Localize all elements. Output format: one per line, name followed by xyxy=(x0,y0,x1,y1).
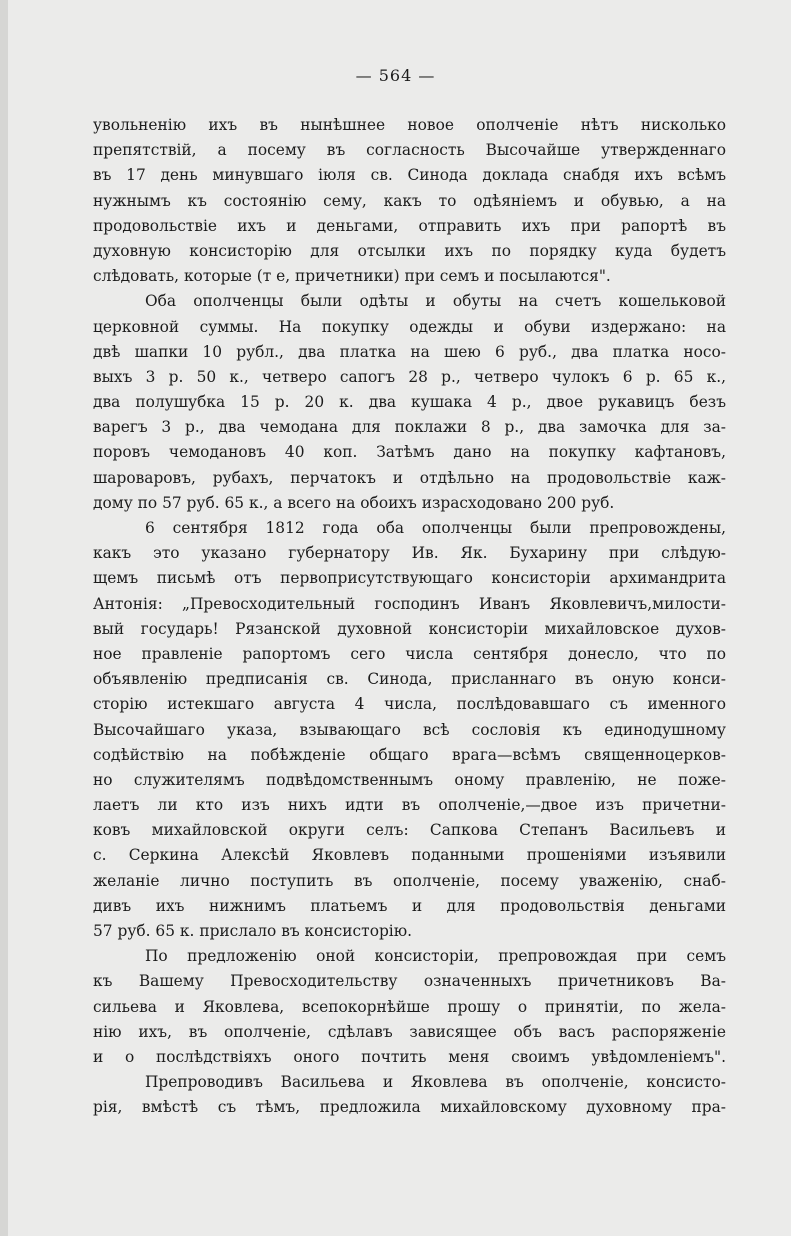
text-line: ковъ михайловской округи селъ: Сапкова Степанъ Васильевъ и xyxy=(93,821,726,840)
text-line: Оба ополченцы были одѣты и обуты на счетъ кошельковой xyxy=(145,292,726,311)
text-line: слѣдовать, которые (т е, причетники) при семъ и посылаются". xyxy=(93,267,611,286)
text-line: шароваровъ, рубахъ, перчатокъ и отдѣльно на продовольствіе каж- xyxy=(93,468,726,487)
text-line: дивъ ихъ нижнимъ платьемъ и для продовольствія деньгами xyxy=(93,896,726,915)
text-line: духовную консисторію для отсылки ихъ по порядку куда будетъ xyxy=(93,241,726,260)
text-line: два полушубка 15 р. 20 к. два кушака 4 р., двое рукавицъ безъ xyxy=(93,393,726,412)
text-line: рія, вмѣстѣ съ тѣмъ, предложила михайловскому духовному пра- xyxy=(93,1098,726,1117)
text-line: содѣйствію на побѣжденіе общаго врага—всѣмъ священноцерков- xyxy=(93,745,726,764)
text-line: лаетъ ли кто изъ нихъ идти въ ополченіе,—двое изъ причетни- xyxy=(93,796,726,815)
text-line: нужнымъ къ состоянію сему, какъ то одѣяніемъ и обувью, а на xyxy=(93,191,726,210)
text-line: сторію истекшаго августа 4 числа, послѣдовавшаго съ именного xyxy=(93,695,726,714)
text-line: Высочайшаго указа, взывающаго всѣ сословія къ единодушному xyxy=(93,720,726,739)
text-line: Антонія: „Превосходительный господинъ Иванъ Яковлевичъ,милости- xyxy=(93,594,726,613)
text-line: объявленію предписанія св. Синода, присланнаго въ оную конси- xyxy=(93,670,726,689)
text-line: 57 руб. 65 к. прислало въ консисторію. xyxy=(93,922,413,940)
text-line: какъ это указано губернатору Ив. Як. Бухарину при слѣдую- xyxy=(93,544,726,563)
text-line: 6 сентября 1812 года оба ополченцы были препровождены, xyxy=(145,519,726,537)
text-line: церковной суммы. На покупку одежды и обуви издержано: на xyxy=(93,317,726,336)
text-line: но служителямъ подвѣдомственнымъ оному правленію, не поже- xyxy=(93,770,726,789)
text-line: дому по 57 руб. 65 к., а всего на обоихъ израсходовано 200 руб. xyxy=(93,493,615,512)
text-line: увольненію ихъ въ нынѣшнее новое ополченіе нѣтъ нисколько xyxy=(93,116,726,134)
text-line: щемъ письмѣ отъ первоприсутствующаго консисторіи архимандрита xyxy=(93,569,726,588)
text-line: продовольствіе ихъ и деньгами, отправить ихъ при рапортѣ въ xyxy=(93,216,726,235)
text-line: По предложенію оной консисторіи, препровождая при семъ xyxy=(145,947,726,966)
text-line: поровъ чемодановъ 40 коп. Затѣмъ дано на покупку кафтановъ, xyxy=(93,443,726,462)
text-line: препятствій, а посему въ согласность Высочайше утвержденнаго xyxy=(93,141,726,160)
text-line: выхъ 3 р. 50 к., четверо сапогъ 28 р., четверо чулокъ 6 р. 65 к., xyxy=(93,367,726,386)
text-line: нію ихъ, въ ополченіе, сдѣлавъ зависящее объ васъ распоряженіе xyxy=(93,1022,726,1041)
text-line: ное правленіе рапортомъ сего числа сентября донесло, что по xyxy=(93,644,726,663)
text-line: Препроводивъ Васильева и Яковлева въ ополченіе, консисто- xyxy=(145,1073,726,1092)
page-body-text xyxy=(93,113,726,1121)
text-line: с. Серкина Алексѣй Яковлевъ поданными прошеніями изъявили xyxy=(93,846,726,865)
text-line: варегъ 3 р., два чемодана для поклажи 8 р., два замочка для за- xyxy=(93,418,726,437)
text-line: къ Вашему Превосходительству означенныхъ причетниковъ Ва- xyxy=(93,972,726,991)
text-line: сильева и Яковлева, всепокорнѣйше прошу о принятіи, по жела- xyxy=(93,997,726,1016)
text-line: двѣ шапки 10 рубл., два платка на шею 6 руб., два платка носо- xyxy=(93,342,726,361)
text-line: желаніе лично поступить въ ополченіе, посему уваженію, снаб- xyxy=(93,871,726,890)
text-line: въ 17 день минувшаго іюля св. Синода доклада снабдя ихъ всѣмъ xyxy=(93,166,726,185)
page-edge xyxy=(0,0,8,1236)
page-number: — 564 — xyxy=(355,66,436,85)
text-line: вый государь! Рязанской духовной консисторіи михайловское духов- xyxy=(93,619,726,638)
text-line: и о послѣдствіяхъ оного почтить меня своимъ увѣдомленіемъ". xyxy=(93,1047,726,1066)
